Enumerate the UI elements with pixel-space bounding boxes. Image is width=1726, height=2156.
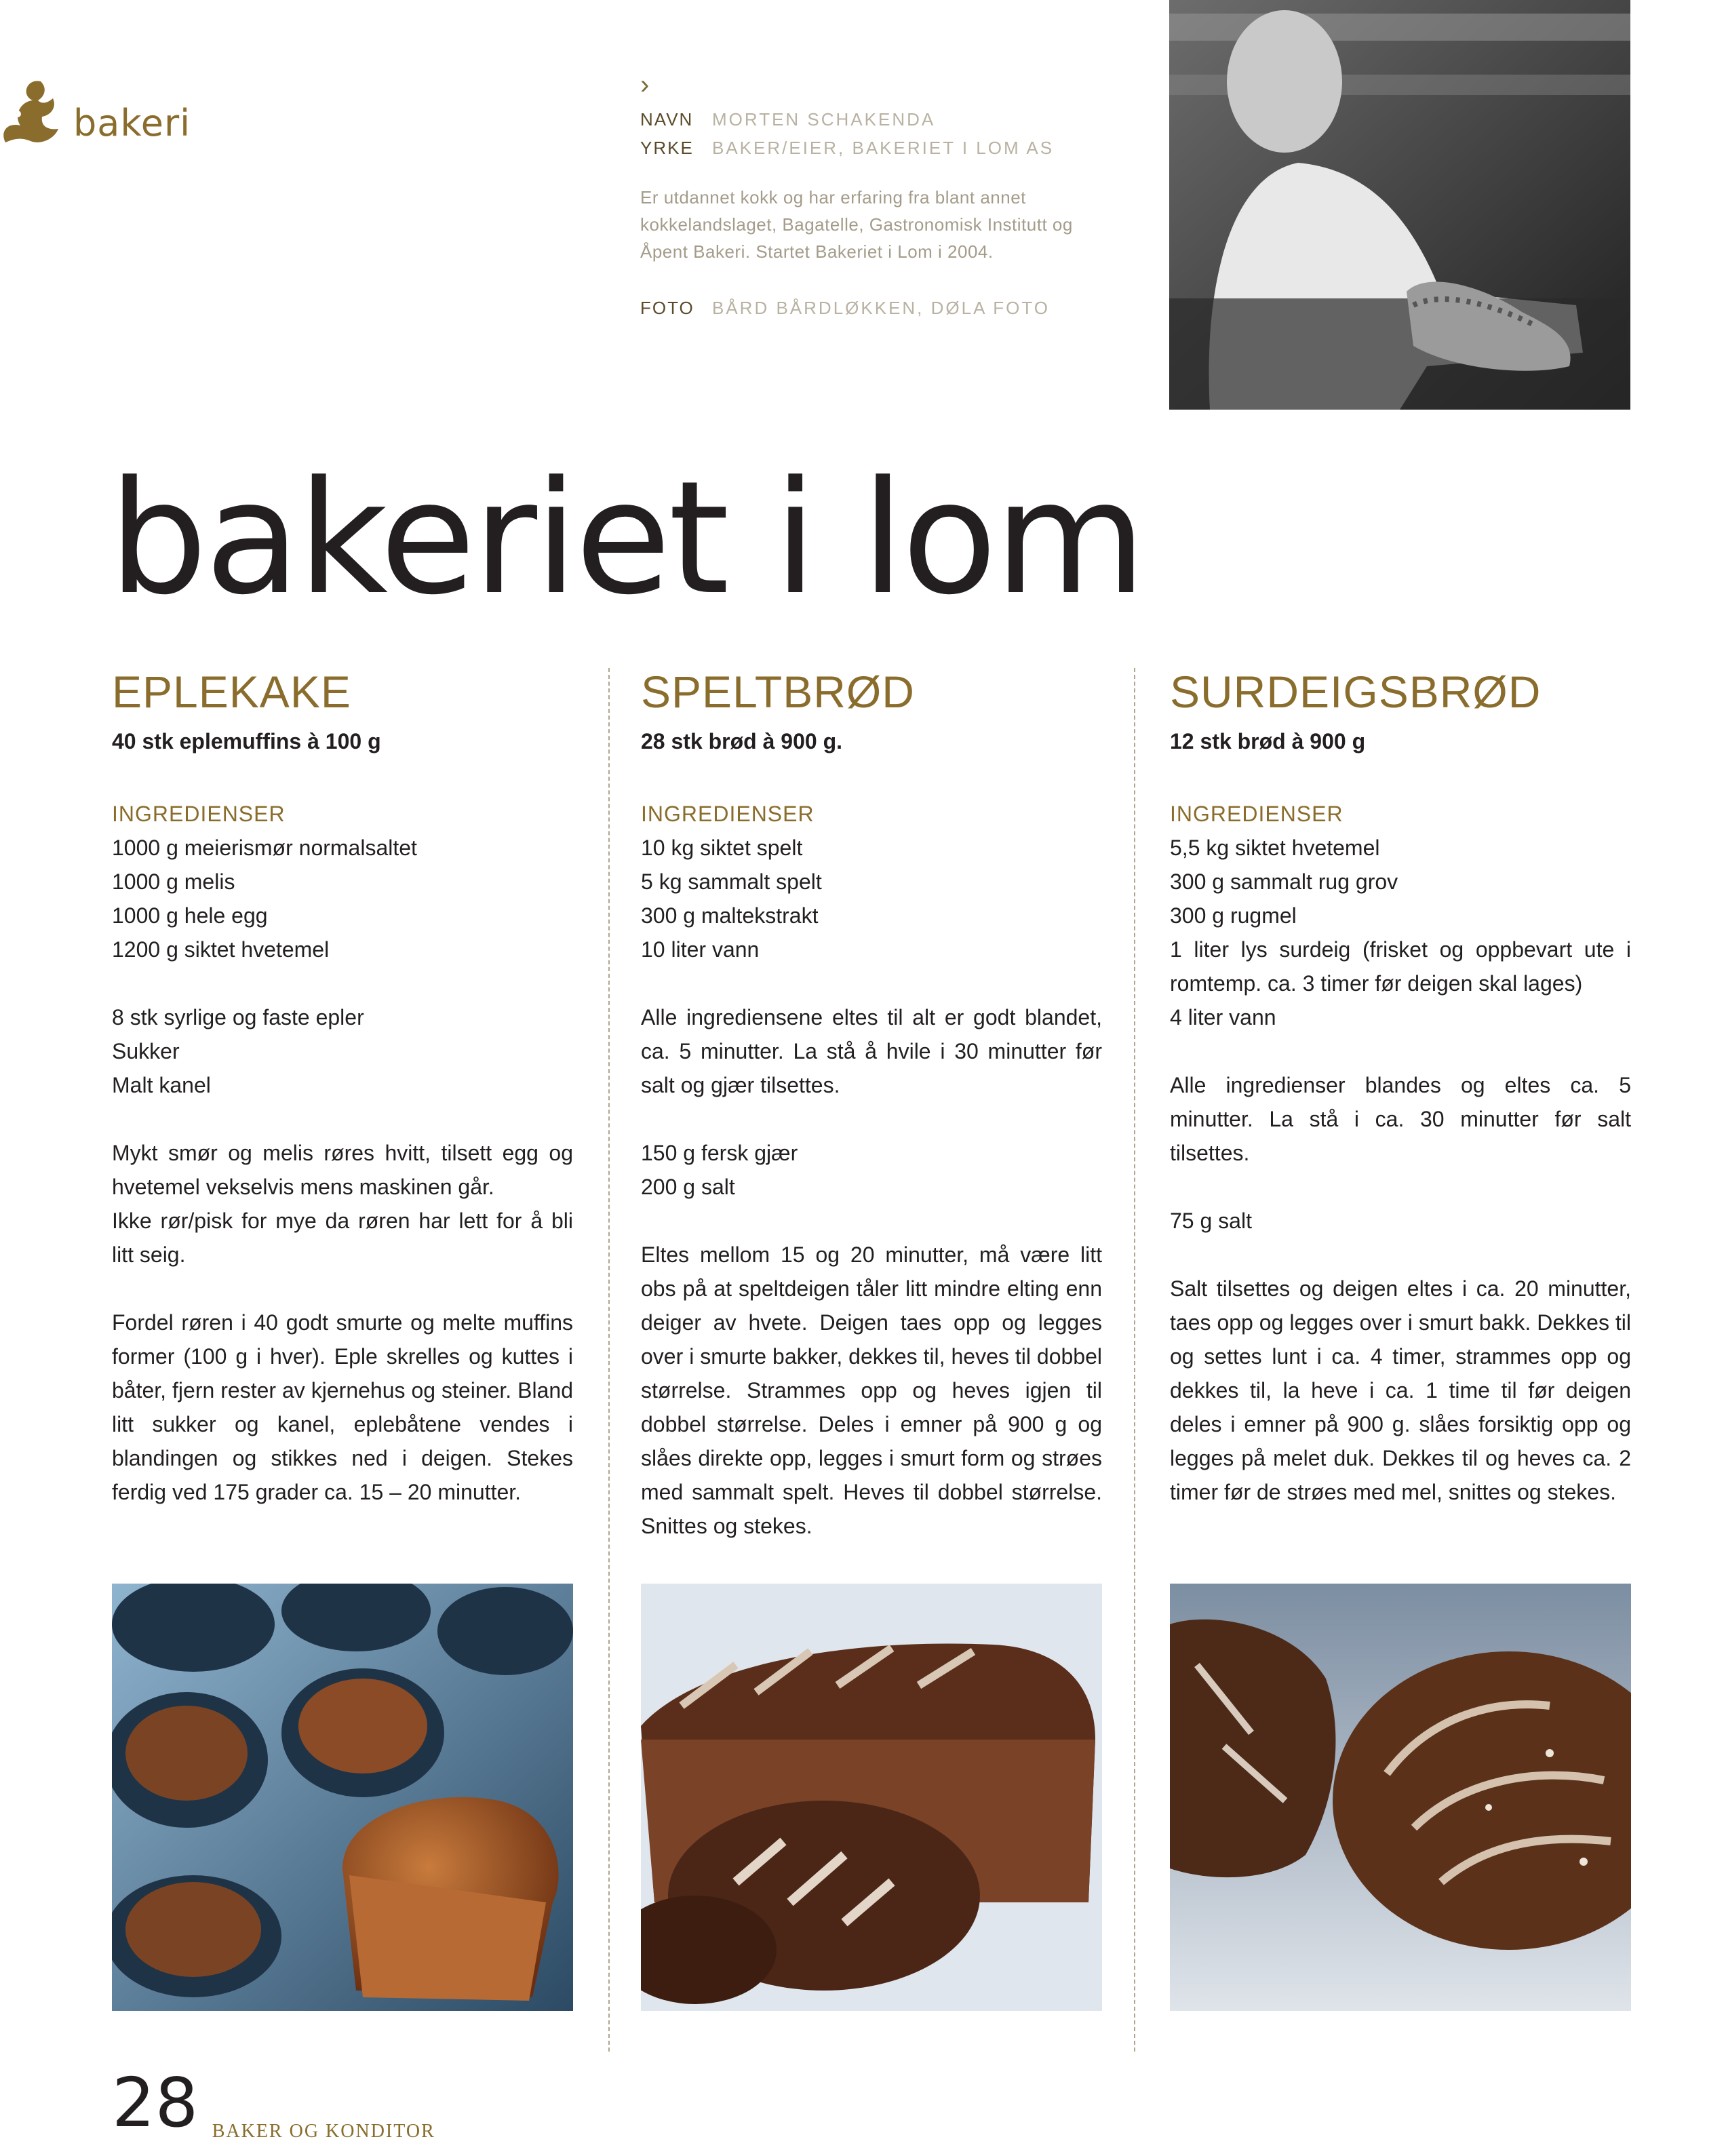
ingredient: 8 stk syrlige og faste epler (112, 1005, 364, 1030)
muffin-photo (112, 1584, 573, 2011)
ingredient: 150 g fersk gjær (641, 1141, 798, 1165)
recipe-column-surdeigsbrod (1170, 661, 1631, 1509)
recipe-column-eplekake (112, 661, 573, 1509)
method-paragraph: Eltes mellom 15 og 20 minutter, må være litt obs på at speltdeigen tåler litt mindre elting enn deiger av hvete. Deigen taes opp og legges over i smurte bakker, dekkes til, heves til dobbel størrelse. Strammes opp og heves igjen til dobbel størrelse. Deles i emner på 900 g og slåes direkte opp, legges i smurt form og strøes med sammalt spelt. Heves til dobbel størrelse. Snittes og stekes. (641, 1242, 1102, 1538)
recipe-yield: 40 stk eplemuffins à 100 g (112, 729, 381, 753)
ingredient: 1 liter lys surdeig (frisket og oppbevart ute i romtemp. ca. 3 timer før deigen skal lages) (1170, 937, 1631, 996)
sourdough-bread-photo (1170, 1584, 1631, 2011)
ingredient: 1000 g melis (112, 869, 235, 894)
profession-value: BAKER/EIER, BAKERIET I LOM AS (712, 138, 1055, 158)
section-tag (0, 75, 203, 149)
photo-credit-label: FOTO (640, 298, 694, 318)
ingredient: 200 g salt (641, 1175, 735, 1199)
recipe-yield: 12 stk brød à 900 g (1170, 729, 1366, 753)
ingredient: 10 liter vann (641, 937, 760, 962)
ingredient: 4 liter vann (1170, 1005, 1276, 1030)
spelt-bread-photo (641, 1584, 1102, 2011)
chevron-right-icon: › (640, 70, 650, 100)
page-folio (112, 2063, 435, 2142)
ingredient: 300 g maltekstrakt (641, 903, 819, 928)
method-paragraph: Ikke rør/pisk for mye da røren har lett for å bli litt seig. (112, 1209, 573, 1267)
ingredients-heading: INGREDIENSER (641, 802, 815, 826)
ingredient: Sukker (112, 1039, 180, 1063)
ingredient: 5,5 kg siktet hvetemel (1170, 836, 1380, 860)
column-divider (608, 668, 610, 2052)
ingredient: 5 kg sammalt spelt (641, 869, 822, 894)
section-label: bakeri (73, 102, 191, 144)
magazine-name: BAKER OG KONDITOR (212, 2121, 435, 2142)
recipe-title: SURDEIGSBRØD (1170, 667, 1542, 717)
photo-credit-row (640, 294, 1088, 322)
method-paragraph: Salt tilsettes og deigen eltes i ca. 20 minutter, taes opp og legges over i smurt bakk. Dekkes til og settes lunt i ca. 4 timer, strammes opp og dekkes til, la heve i ca. 1 time til før deigen deles i emner på 900 g. slåes forsiktig opp og legges på melet duk. Dekkes til og heves ca. 2 timer før de strøes med mel, snittes og stekes. (1170, 1276, 1631, 1504)
profession-label: YRKE (640, 138, 694, 158)
ingredients-heading: INGREDIENSER (1170, 802, 1343, 826)
ingredient: 300 g sammalt rug grov (1170, 869, 1398, 894)
recipe-yield: 28 stk brød à 900 g. (641, 729, 843, 753)
profile-block (640, 71, 1088, 322)
ingredients-heading: INGREDIENSER (112, 802, 286, 826)
name-row (640, 105, 1088, 134)
ingredient: Malt kanel (112, 1073, 211, 1097)
ingredient: 1000 g hele egg (112, 903, 268, 928)
recipe-title: EPLEKAKE (112, 667, 351, 717)
recipe-title: SPELTBRØD (641, 667, 915, 717)
baker-portrait-photo (1169, 0, 1630, 410)
method-paragraph: Mykt smør og melis røres hvitt, tilsett egg og hvetemel vekselvis mens maskinen går. (112, 1141, 573, 1199)
method-paragraph: Alle ingrediensene eltes til alt er godt blandet, ca. 5 minutter. La stå å hvile i 30 minutter før salt og gjær tilsettes. (641, 1005, 1102, 1097)
ingredient: 300 g rugmel (1170, 903, 1297, 928)
page-number: 28 (112, 2063, 199, 2142)
ingredient: 1000 g meierismør normalsaltet (112, 836, 417, 860)
ingredient: 10 kg siktet spelt (641, 836, 803, 860)
article-title: bakeriet i lom (109, 448, 1144, 629)
photo-credit-value: BÅRD BÅRDLØKKEN, DØLA FOTO (712, 298, 1050, 318)
ingredient: 75 g salt (1170, 1209, 1252, 1233)
name-value: MORTEN SCHAKENDA (712, 109, 936, 130)
column-divider (1134, 668, 1135, 2052)
method-paragraph: Alle ingredienser blandes og eltes ca. 5 minutter. La stå i ca. 30 minutter før salt tilsettes. (1170, 1073, 1631, 1165)
profession-row (640, 134, 1088, 162)
name-label: NAVN (640, 109, 694, 130)
ingredient: 1200 g siktet hvetemel (112, 937, 330, 962)
bakery-ornament-icon (0, 75, 62, 149)
recipe-column-speltbrod (641, 661, 1102, 1543)
profile-bio: Er utdannet kokk og har erfaring fra blant annet kokkelandslaget, Bagatelle, Gastronomisk Institutt og Åpent Bakeri. Startet Bakeriet i Lom i 2004. (640, 187, 1073, 262)
method-paragraph: Fordel røren i 40 godt smurte og melte muffins former (100 g i hver). Eple skrelles og kuttes i båter, fjern rester av kjernehus og steiner. Bland litt sukker og kanel, eplebåtene vendes i blandingen og stikkes ned i deigen. Stekes ferdig ved 175 grader ca. 15 – 20 minutter. (112, 1310, 573, 1504)
